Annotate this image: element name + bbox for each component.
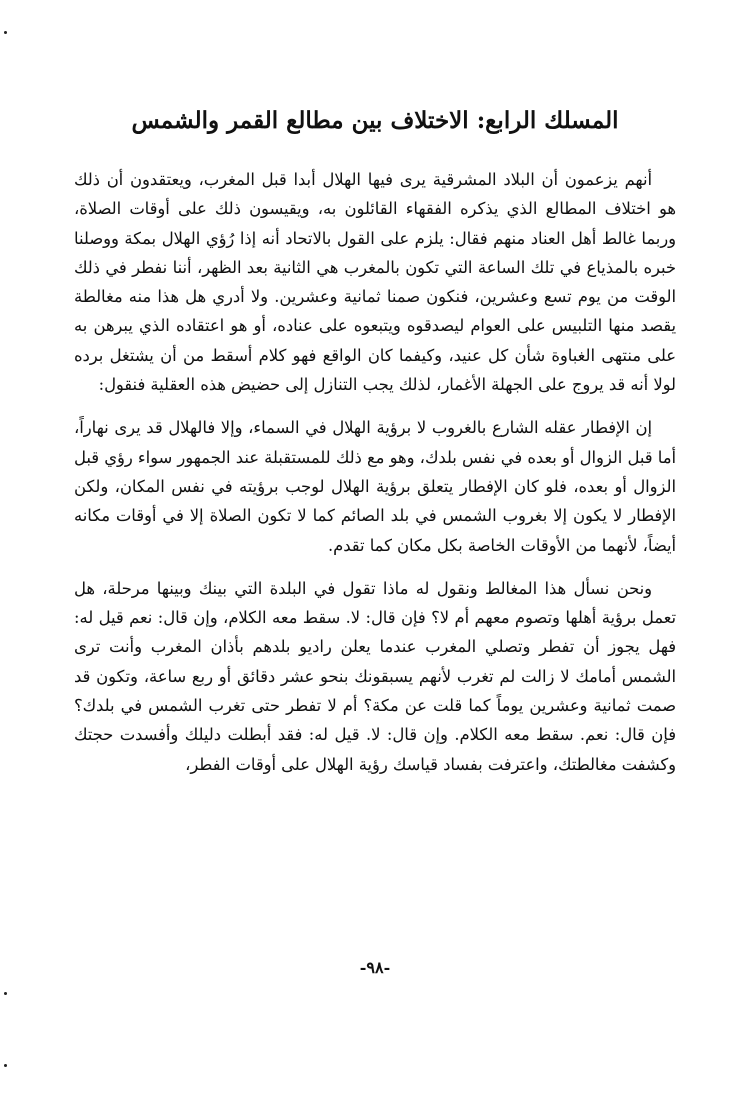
scan-mark [4,31,7,34]
body-text [74,165,676,793]
paragraph: أنهم يزعمون أن البلاد المشرقية يرى فيها الهلال أبدا قبل المغرب، ويعتقدون أن ذلك هو اختلاف المطالع الذي يذكره الفقهاء القائلون به، ويقيسون ذلك على أوقات الصلاة، وربما غالط أهل العناد منهم فقال: يلزم على القول بالاتحاد أنه إذا رُؤي الهلال بمكة ووصلنا خبره بالمذياع في تلك الساعة التي تكون بالمغرب هي الثانية بعد الظهر، أننا نفطر في ذلك الوقت من يوم تسع وعشرين، فنكون صمنا ثمانية وعشرين. ولا أدري هل هذا منه مغالطة يقصد منها التلبيس على العوام ليصدقوه ويتبعوه على عناده، أو هو اعتقاده الذي يبرهن به على منتهى الغباوة شأن كل عنيد، وكيفما كان الواقع فهو كلام أسقط من أن يشتغل برده لولا أنه قد يروج على الجهلة الأغمار، لذلك يجب التنازل إلى حضيض هذه العقلية فنقول: [74,170,676,395]
scan-mark [4,1064,7,1067]
page-number: -٩٨- [359,958,391,977]
paragraph: إن الإفطار عقله الشارع بالغروب لا برؤية الهلال في السماء، وإلا فالهلال قد يرى نهاراً، أما قبل الزوال أو بعده في نفس بلدك، وهو مع ذلك للمستقبلة عند الجمهور سواء رؤي قبل الزوال أو بعده، فلو كان الإفطار يتعلق برؤية الهلال لوجب برؤيته في نفس المكان، ولكن الإفطار لا يكون إلا بغروب الشمس في بلد الصائم كما لا تكون الصلاة إلا في أوقات مكانه أيضاً، لأنهما من الأوقات الخاصة بكل مكان كما تقدم. [74,418,676,555]
scan-mark [4,992,7,995]
page-heading: المسلك الرابع: الاختلاف بين مطالع القمر والشمس [131,107,619,134]
paragraph: ونحن نسأل هذا المغالط ونقول له ماذا تقول في البلدة التي بينك وبينها مرحلة، هل تعمل برؤية أهلها وتصوم معهم أم لا؟ فإن قال: لا. سقط معه الكلام، وإن قال: نعم قيل له: فهل يجوز أن تفطر وتصلي المغرب عندما يعلن راديو بلدهم بأذان المغرب وأنت ترى الشمس أمامك لا زالت لم تغرب لأنهم يسبقونك بنحو عشر دقائق أو ربع ساعة، وتكون قد صمت ثمانية وعشرين يوماً كما قلت عن مكة؟ أم لا تفطر حتى تغرب الشمس في بلدك؟ فإن قال: نعم. سقط معه الكلام. وإن قال: لا. قيل له: فقد أبطلت دليلك وأفسدت حجتك وكشفت مغالطتك، واعترفت بفساد قياسك رؤية الهلال على أوقات الفطر، [74,578,676,774]
